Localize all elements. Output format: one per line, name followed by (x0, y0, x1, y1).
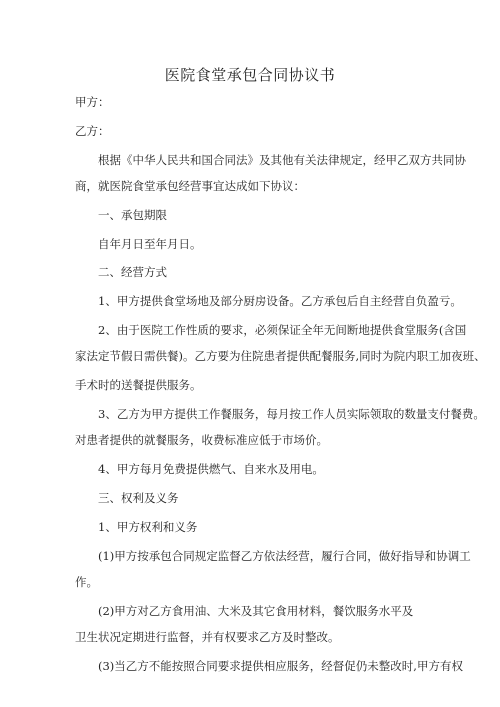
section-2-item-4: 4、甲方每月免费提供燃气、自来水及用电。 (98, 462, 324, 476)
intro-line-2: 商，就医院食堂承包经营事宜达成如下协议： (75, 179, 305, 193)
section-2-item-3-line-2: 对患者提供的就餐服务，收费标准应低于市场价。 (75, 433, 328, 447)
intro-line-1: 根据《中华人民共和国合同法》及其他有关法律规定，经甲乙双方共同协 (98, 153, 466, 167)
section-2-item-3-line-1: 3、乙方为甲方提供工作餐服务，每月按工作人员实际领取的数量支付餐费。 (98, 407, 485, 421)
section-2-heading: 二、经营方式 (98, 265, 167, 279)
section-3-item-1-line-1: (1)甲方按承包合同规定监督乙方依法经营，履行合同，做好指导和协调工 (98, 549, 471, 563)
section-2-item-2-line-2: 家法定节假日需供餐)。乙方要为住院患者提供配餐服务,同时为院内职工加夜班、 (75, 349, 486, 363)
section-2-item-2-line-3: 手术时的送餐提供服务。 (75, 378, 202, 392)
section-1-text: 自年月日至年月日。 (98, 237, 202, 251)
section-3-item-2-line-1: (2)甲方对乙方食用油、大米及其它食用材料，餐饮服务水平及 (98, 604, 414, 618)
section-2-item-2-line-1: 2、由于医院工作性质的要求，必须保证全年无间断地提供食堂服务(含国 (98, 323, 467, 337)
section-1-heading: 一、承包期限 (98, 208, 167, 222)
section-2-item-1: 1、甲方提供食堂场地及部分厨房设备。乙方承包后自主经营自负盈亏。 (98, 294, 462, 308)
section-3-subheading-1: 1、甲方权利和义务 (98, 520, 198, 534)
party-b-label: 乙方： (75, 124, 110, 138)
section-3-item-3-line-1: (3)当乙方不能按照合同要求提供相应服务，经督促仍未整改时,甲方有权 (98, 659, 463, 673)
party-a-label: 甲方： (75, 95, 110, 109)
section-3-item-1-line-2: 作。 (75, 575, 98, 589)
section-3-item-2-line-2: 卫生状况定期进行监督，并有权要求乙方及时整改。 (75, 630, 340, 644)
document-title: 医院食堂承包合同协议书 (164, 66, 336, 84)
section-3-heading: 三、权利及义务 (98, 491, 179, 505)
